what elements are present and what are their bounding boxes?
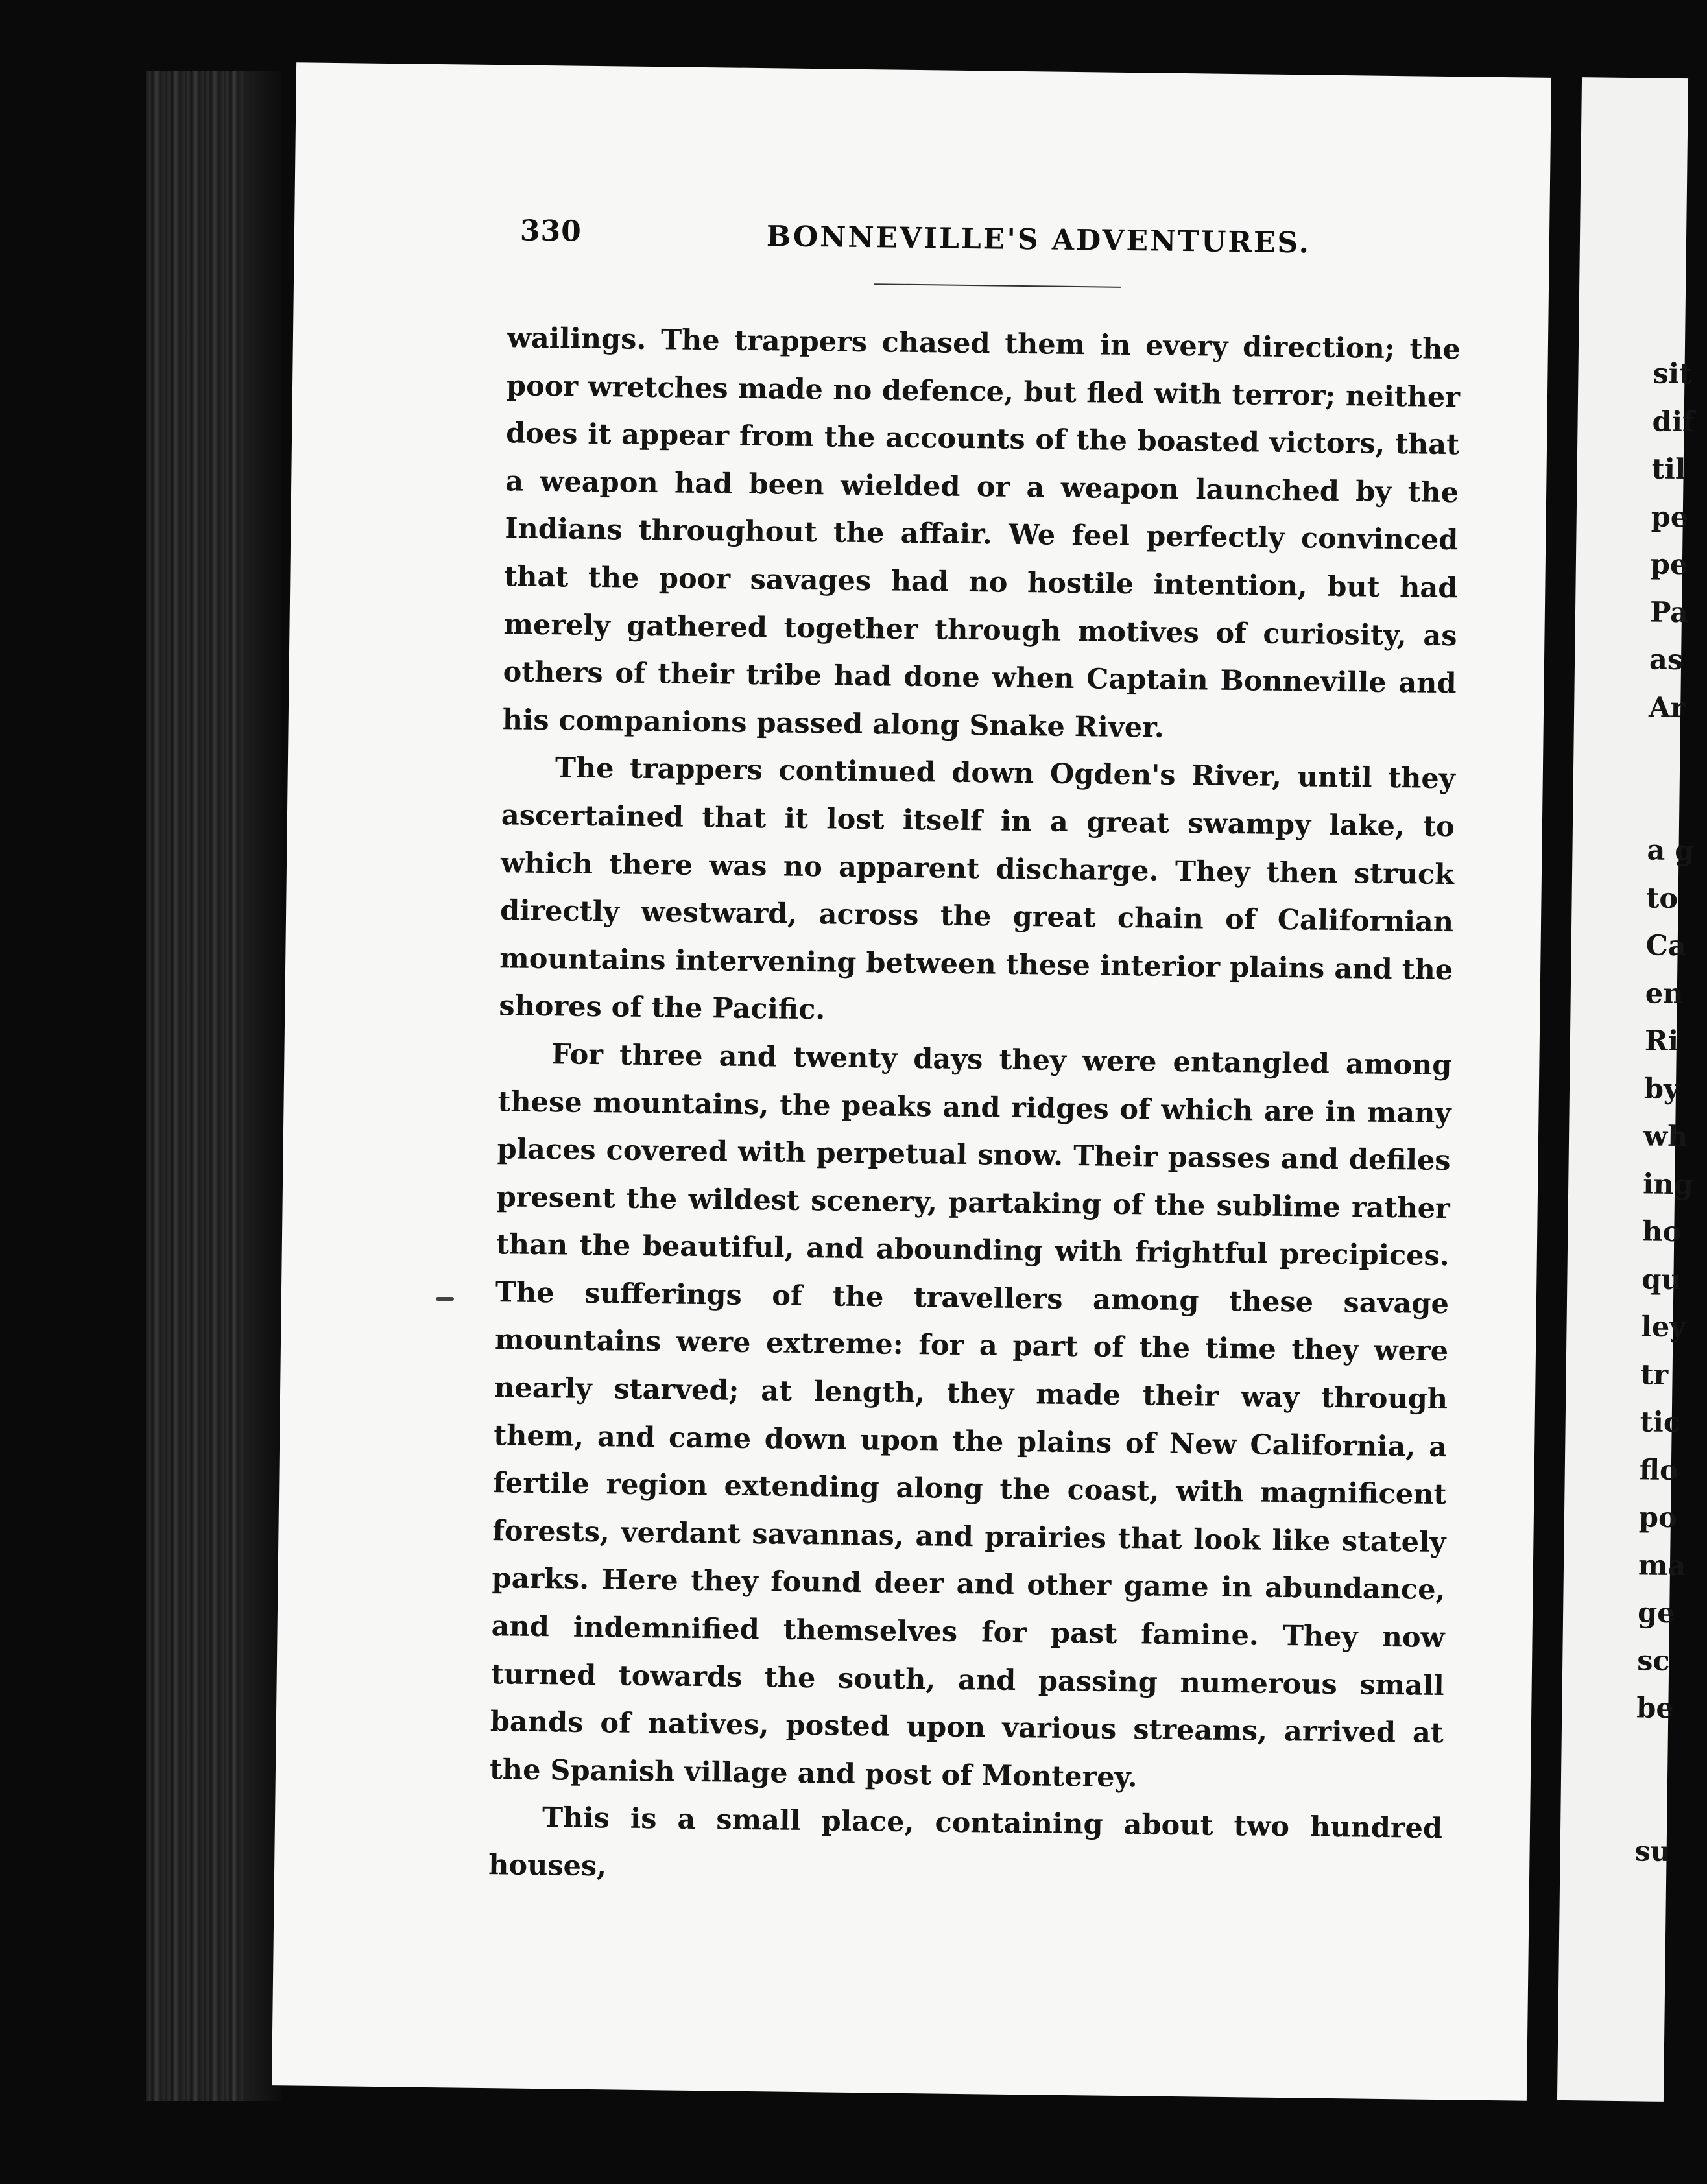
text-fragment: pe [1651, 500, 1689, 534]
margin-mark [436, 1297, 454, 1301]
paragraph: The trappers continued down Ogden's River, until they ascertained that it lost itself in a great swampy lake, to which there was no apparent discharge. They then struck directly westward, across the great chain of Californian mountains intervening between these interior plains and the shores of the Pacific. [499, 752, 1456, 1027]
facing-page [1557, 77, 1695, 2102]
text-fragment: qu [1641, 1263, 1682, 1296]
body-text [488, 315, 1461, 1901]
text-fragment: ing [1642, 1167, 1694, 1201]
page-number: 330 [519, 214, 582, 248]
text-fragment: pe [1650, 548, 1688, 582]
page-title: BONNEVILLE'S ADVENTURES. [766, 220, 1311, 260]
text-fragment: as [1649, 643, 1684, 677]
facing-page-text [1634, 350, 1703, 1876]
text-fragment: a g [1647, 834, 1695, 868]
text-fragment: sc [1636, 1644, 1670, 1678]
text-fragment: ho [1642, 1215, 1682, 1249]
header-rule [874, 283, 1121, 288]
text-fragment: tic [1640, 1406, 1681, 1440]
text-fragment: ge [1637, 1596, 1675, 1630]
paragraph: For three and twenty days they were entangled among these mountains, the peaks and ridges of which are in many places covered with perpetual snow. Their passes and defiles present the wildest scenery, partaking of the sublime rather than the beautiful, and abounding with frightful precipices. The sufferings of the travellers among these savage mountains were extreme: for a part of the time they were nearly starved; at length, they made their way through them, and came down upon the plains of New California, a fertile region extending along the coast, with magnificent forests, verdant savannas, and prairies that look like stately parks. Here they found deer and other game in abundance, and indemnified themselves for past famine. They now turned towards the south, and passing numerous small bands of natives, posted upon various streams, arrived at the Spanish village and post of Monterey. [489, 1038, 1452, 1794]
paragraph-gap [1647, 731, 1699, 827]
text-fragment: wh [1643, 1120, 1688, 1154]
text-fragment: Pa [1649, 595, 1689, 629]
text-fragment: flo [1639, 1453, 1679, 1487]
text-fragment: to [1646, 881, 1678, 915]
text-fragment: sit [1653, 357, 1693, 391]
text-fragment: Ca [1645, 929, 1687, 963]
text-fragment: dif [1652, 405, 1695, 438]
text-fragment: Ri [1644, 1025, 1679, 1058]
text-fragment: po [1638, 1501, 1677, 1535]
paragraph: wailings. The trappers chased them in every direction; the poor wretches made no defence, but fled with terror; neither does it appear from the accounts of the boasted victors, that a weapon had been wielded or a weapon launched by the Indians throughout the affair. We feel perfectly convinced that the poor savages had no hostile intention, but had merely gathered together through motives of curiosity, as others of their tribe had done when Captain Bonneville and his companions passed along Snake River. [502, 322, 1461, 744]
text-fragment: ley [1641, 1311, 1686, 1344]
text-fragment: en [1645, 977, 1684, 1010]
paragraph-gap [1635, 1733, 1686, 1829]
text-fragment: ma [1638, 1549, 1686, 1582]
text-fragment: by [1643, 1072, 1680, 1106]
book-page-edges [146, 71, 282, 2101]
book-page [272, 62, 1551, 2100]
paragraph: This is a small place, containing about two hundred houses, [488, 1801, 1443, 1883]
text-fragment: Ar [1648, 691, 1686, 724]
text-fragment: tr [1640, 1358, 1669, 1392]
text-fragment: be [1636, 1692, 1675, 1726]
text-fragment: til [1651, 453, 1686, 486]
running-head [519, 215, 1512, 279]
text-fragment: su [1634, 1834, 1671, 1868]
